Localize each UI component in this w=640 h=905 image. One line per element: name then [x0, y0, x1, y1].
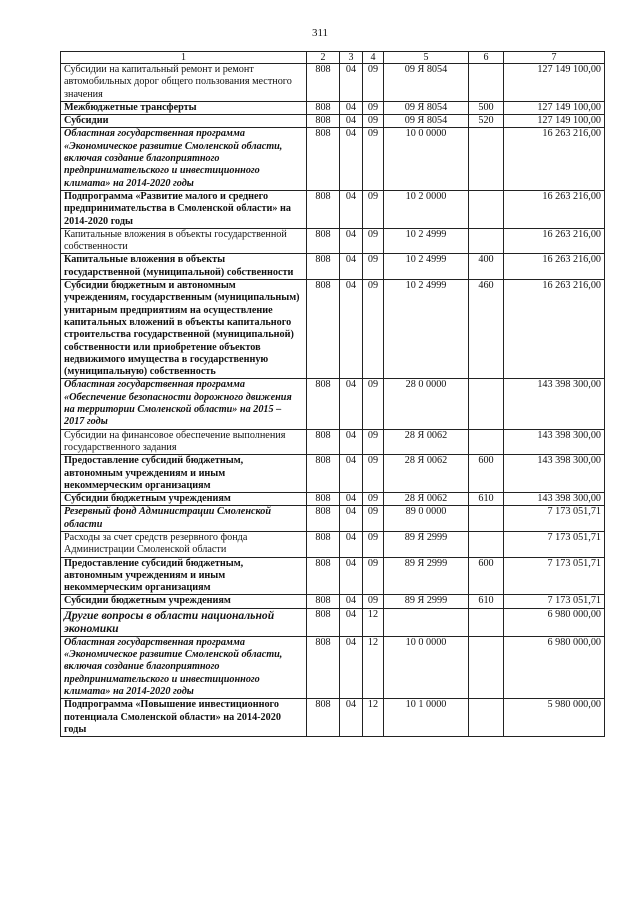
row-subsection-code: 09 [363, 228, 384, 254]
header-col-7: 7 [504, 52, 605, 64]
row-expense-type [469, 506, 504, 532]
row-subsection-code: 12 [363, 636, 384, 698]
row-ministry-code: 808 [307, 595, 340, 608]
row-ministry-code: 808 [307, 608, 340, 636]
row-ministry-code: 808 [307, 190, 340, 228]
row-subsection-code: 09 [363, 429, 384, 455]
row-expense-type: 460 [469, 280, 504, 379]
row-name-cell: Подпрограмма «Развитие малого и среднего предпринимательства в Смоленской области» на 2014-2020 годы [61, 190, 307, 228]
row-name-cell: Межбюджетные трансферты [61, 101, 307, 114]
row-target-article: 28 Я 0062 [384, 493, 469, 506]
row-ministry-code: 808 [307, 493, 340, 506]
row-ministry-code: 808 [307, 254, 340, 280]
row-target-article: 89 Я 2999 [384, 531, 469, 557]
table-row [61, 595, 605, 608]
row-section-code: 04 [340, 608, 363, 636]
row-name-cell: Субсидии [61, 115, 307, 128]
row-amount: 5 980 000,00 [504, 699, 605, 737]
row-target-article: 09 Я 8054 [384, 115, 469, 128]
row-name-cell: Субсидии на финансовое обеспечение выполнения государственного задания [61, 429, 307, 455]
row-amount: 16 263 216,00 [504, 280, 605, 379]
row-target-article: 89 Я 2999 [384, 595, 469, 608]
row-ministry-code: 808 [307, 228, 340, 254]
table-row [61, 531, 605, 557]
row-expense-type: 520 [469, 115, 504, 128]
row-target-article: 10 2 0000 [384, 190, 469, 228]
row-expense-type [469, 636, 504, 698]
row-section-code: 04 [340, 506, 363, 532]
row-target-article: 10 0 0000 [384, 636, 469, 698]
row-name-cell: Областная государственная программа «Обеспечение безопасности дорожного движения на территории Смоленской области» на 2015 – 2017 годы [61, 379, 307, 429]
row-amount: 6 980 000,00 [504, 608, 605, 636]
header-col-6: 6 [469, 52, 504, 64]
header-col-5: 5 [384, 52, 469, 64]
row-section-code: 04 [340, 254, 363, 280]
row-subsection-code: 09 [363, 557, 384, 595]
budget-table [60, 51, 605, 737]
row-section-code: 04 [340, 128, 363, 190]
row-expense-type [469, 128, 504, 190]
row-expense-type [469, 379, 504, 429]
row-subsection-code: 09 [363, 115, 384, 128]
row-name-cell: Предоставление субсидий бюджетным, автономным учреждениям и иным некоммерческим организациям [61, 455, 307, 493]
row-amount: 16 263 216,00 [504, 254, 605, 280]
row-amount: 143 398 300,00 [504, 429, 605, 455]
row-name-cell: Капитальные вложения в объекты государственной собственности [61, 228, 307, 254]
header-col-3: 3 [340, 52, 363, 64]
row-section-code: 04 [340, 636, 363, 698]
row-target-article [384, 608, 469, 636]
row-ministry-code: 808 [307, 699, 340, 737]
row-name-cell: Областная государственная программа «Экономическое развитие Смоленской области, включая создание благоприятного предпринимательского и инвестиционного климата» на 2014-2020 годы [61, 128, 307, 190]
row-amount: 16 263 216,00 [504, 128, 605, 190]
row-amount: 7 173 051,71 [504, 506, 605, 532]
row-target-article: 09 Я 8054 [384, 64, 469, 102]
header-col-4: 4 [363, 52, 384, 64]
row-name-cell: Подпрограмма «Повышение инвестиционного потенциала Смоленской области» на 2014-2020 годы [61, 699, 307, 737]
row-target-article: 28 0 0000 [384, 379, 469, 429]
row-subsection-code: 09 [363, 493, 384, 506]
row-amount: 127 149 100,00 [504, 64, 605, 102]
row-ministry-code: 808 [307, 429, 340, 455]
table-row [61, 455, 605, 493]
row-expense-type: 600 [469, 455, 504, 493]
row-name-cell: Капитальные вложения в объекты государственной (муниципальной) собственности [61, 254, 307, 280]
table-row [61, 115, 605, 128]
row-target-article: 10 1 0000 [384, 699, 469, 737]
row-expense-type [469, 608, 504, 636]
table-row [61, 636, 605, 698]
row-section-code: 04 [340, 379, 363, 429]
table-row [61, 64, 605, 102]
row-amount: 143 398 300,00 [504, 455, 605, 493]
row-ministry-code: 808 [307, 379, 340, 429]
table-row [61, 254, 605, 280]
row-name-cell: Областная государственная программа «Экономическое развитие Смоленской области, включая создание благоприятного предпринимательского и инвестиционного климата» на 2014-2020 годы [61, 636, 307, 698]
row-subsection-code: 09 [363, 595, 384, 608]
row-section-code: 04 [340, 455, 363, 493]
row-name-cell: Субсидии бюджетным и автономным учреждениям, государственным (муниципальным) унитарным предприятиям на осуществление капитальных вложений в объекты капитального строительства государственной (муниципальной) собственности или приобретение объектов недвижимого имущества в государственную (муниципальную) собственность [61, 280, 307, 379]
row-expense-type [469, 531, 504, 557]
row-name-cell: Другие вопросы в области национальной экономики [61, 608, 307, 636]
row-amount: 143 398 300,00 [504, 379, 605, 429]
row-amount: 7 173 051,71 [504, 595, 605, 608]
row-amount: 16 263 216,00 [504, 228, 605, 254]
row-name-cell: Предоставление субсидий бюджетным, автономным учреждениям и иным некоммерческим организациям [61, 557, 307, 595]
row-section-code: 04 [340, 493, 363, 506]
row-expense-type: 610 [469, 493, 504, 506]
row-target-article: 89 0 0000 [384, 506, 469, 532]
row-target-article: 10 2 4999 [384, 228, 469, 254]
row-section-code: 04 [340, 115, 363, 128]
table-row [61, 608, 605, 636]
row-ministry-code: 808 [307, 128, 340, 190]
table-row [61, 280, 605, 379]
row-subsection-code: 09 [363, 64, 384, 102]
row-subsection-code: 09 [363, 455, 384, 493]
row-subsection-code: 09 [363, 280, 384, 379]
row-ministry-code: 808 [307, 636, 340, 698]
row-expense-type: 610 [469, 595, 504, 608]
row-expense-type: 600 [469, 557, 504, 595]
row-subsection-code: 09 [363, 531, 384, 557]
row-ministry-code: 808 [307, 455, 340, 493]
row-subsection-code: 12 [363, 608, 384, 636]
row-name-cell: Субсидии на капитальный ремонт и ремонт автомобильных дорог общего пользования местного значения [61, 64, 307, 102]
table-row [61, 699, 605, 737]
row-name-cell: Резервный фонд Администрации Смоленской области [61, 506, 307, 532]
row-ministry-code: 808 [307, 64, 340, 102]
row-target-article: 10 2 4999 [384, 254, 469, 280]
row-subsection-code: 09 [363, 128, 384, 190]
header-col-1: 1 [61, 52, 307, 64]
row-ministry-code: 808 [307, 531, 340, 557]
row-section-code: 04 [340, 228, 363, 254]
table-row [61, 228, 605, 254]
row-amount: 7 173 051,71 [504, 531, 605, 557]
row-section-code: 04 [340, 429, 363, 455]
row-amount: 127 149 100,00 [504, 101, 605, 114]
row-amount: 143 398 300,00 [504, 493, 605, 506]
table-row [61, 101, 605, 114]
row-amount: 6 980 000,00 [504, 636, 605, 698]
row-subsection-code: 09 [363, 101, 384, 114]
row-subsection-code: 09 [363, 506, 384, 532]
row-amount: 127 149 100,00 [504, 115, 605, 128]
row-amount: 16 263 216,00 [504, 190, 605, 228]
table-row [61, 128, 605, 190]
row-ministry-code: 808 [307, 506, 340, 532]
row-expense-type [469, 228, 504, 254]
row-expense-type: 500 [469, 101, 504, 114]
row-ministry-code: 808 [307, 115, 340, 128]
row-name-cell: Субсидии бюджетным учреждениям [61, 595, 307, 608]
row-target-article: 10 2 4999 [384, 280, 469, 379]
page-number: 311 [311, 27, 329, 39]
header-col-2: 2 [307, 52, 340, 64]
row-target-article: 28 Я 0062 [384, 455, 469, 493]
row-section-code: 04 [340, 101, 363, 114]
row-section-code: 04 [340, 557, 363, 595]
row-subsection-code: 09 [363, 254, 384, 280]
row-target-article: 89 Я 2999 [384, 557, 469, 595]
table-row [61, 429, 605, 455]
row-ministry-code: 808 [307, 101, 340, 114]
row-name-cell: Субсидии бюджетным учреждениям [61, 493, 307, 506]
row-expense-type [469, 190, 504, 228]
row-ministry-code: 808 [307, 557, 340, 595]
row-amount: 7 173 051,71 [504, 557, 605, 595]
row-subsection-code: 12 [363, 699, 384, 737]
row-name-cell: Расходы за счет средств резервного фонда Администрации Смоленской области [61, 531, 307, 557]
table-row [61, 379, 605, 429]
table-row [61, 493, 605, 506]
row-target-article: 28 Я 0062 [384, 429, 469, 455]
row-section-code: 04 [340, 280, 363, 379]
row-expense-type [469, 699, 504, 737]
row-subsection-code: 09 [363, 190, 384, 228]
row-target-article: 10 0 0000 [384, 128, 469, 190]
row-section-code: 04 [340, 64, 363, 102]
table-row [61, 190, 605, 228]
row-section-code: 04 [340, 190, 363, 228]
row-expense-type: 400 [469, 254, 504, 280]
row-section-code: 04 [340, 595, 363, 608]
row-ministry-code: 808 [307, 280, 340, 379]
row-target-article: 09 Я 8054 [384, 101, 469, 114]
row-section-code: 04 [340, 531, 363, 557]
table-row [61, 557, 605, 595]
row-expense-type [469, 429, 504, 455]
table-header-row [61, 52, 605, 64]
row-expense-type [469, 64, 504, 102]
row-subsection-code: 09 [363, 379, 384, 429]
table-row [61, 506, 605, 532]
row-section-code: 04 [340, 699, 363, 737]
